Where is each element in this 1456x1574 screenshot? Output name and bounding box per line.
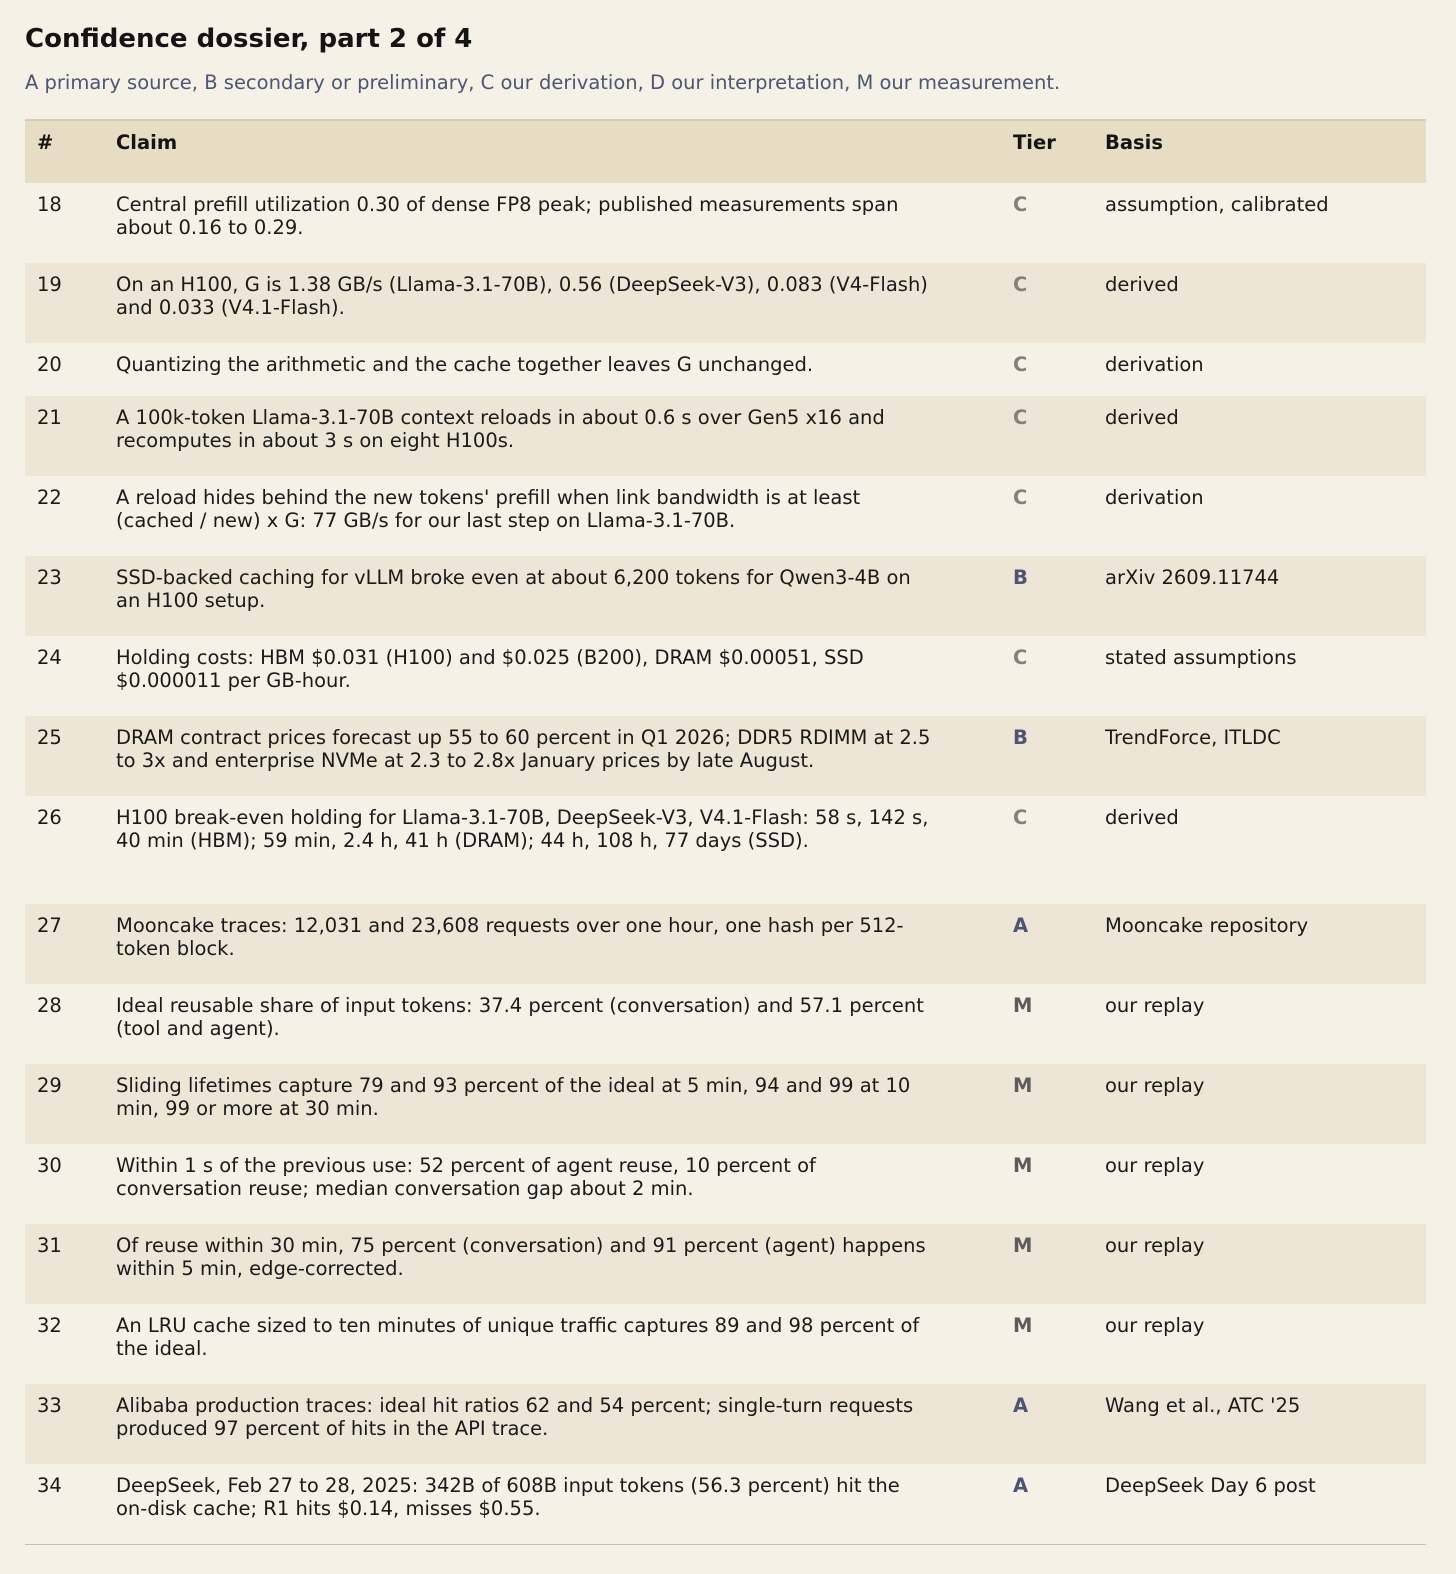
table-row xyxy=(25,1384,1426,1464)
row-tier: M xyxy=(1013,1154,1033,1177)
row-basis: our replay xyxy=(1105,1154,1205,1177)
column-header-number: # xyxy=(25,120,116,183)
row-number: 27 xyxy=(37,914,62,937)
table-row xyxy=(25,183,1426,263)
row-claim: Holding costs: HBM $0.031 (H100) and $0.025 (B200), DRAM $0.00051, SSD $0.000011 per GB-hour. xyxy=(116,646,864,692)
row-claim: Central prefill utilization 0.30 of dense FP8 peak; published measurements span about 0.16 to 0.29. xyxy=(116,193,899,239)
table-row xyxy=(25,636,1426,716)
row-tier: M xyxy=(1013,1074,1033,1097)
table-row xyxy=(25,476,1426,556)
row-number: 18 xyxy=(37,193,62,216)
row-claim: Mooncake traces: 12,031 and 23,608 requests over one hour, one hash per 512-token block. xyxy=(116,914,904,960)
row-number: 23 xyxy=(37,566,62,589)
page-title: Confidence dossier, part 2 of 4 xyxy=(25,24,473,54)
row-claim: Of reuse within 30 min, 75 percent (conversation) and 91 percent (agent) happens within 5 min, edge-corrected. xyxy=(116,1234,926,1280)
row-number: 28 xyxy=(37,994,62,1017)
row-tier: C xyxy=(1013,806,1028,829)
table-row xyxy=(25,1464,1426,1544)
row-basis: DeepSeek Day 6 post xyxy=(1105,1464,1426,1544)
row-claim: Quantizing the arithmetic and the cache together leaves G unchanged. xyxy=(116,353,814,376)
table-row xyxy=(25,1304,1426,1384)
row-basis: our replay xyxy=(1105,1314,1205,1337)
row-number: 19 xyxy=(37,273,62,296)
column-header-tier: Tier xyxy=(1013,120,1105,183)
row-tier: B xyxy=(1013,726,1028,749)
row-basis: stated assumptions xyxy=(1105,646,1297,669)
row-tier: M xyxy=(1013,1234,1033,1257)
row-number: 33 xyxy=(37,1394,62,1417)
table-row xyxy=(25,1064,1426,1144)
row-basis: assumption, calibrated xyxy=(1105,193,1329,216)
row-basis: derivation xyxy=(1105,353,1204,376)
row-claim: An LRU cache sized to ten minutes of unique traffic captures 89 and 98 percent of the ideal. xyxy=(116,1314,920,1360)
row-tier: C xyxy=(1013,486,1028,509)
row-basis: TrendForce, ITLDC xyxy=(1105,726,1281,749)
table-row xyxy=(25,556,1426,636)
row-basis: our replay xyxy=(1105,994,1205,1017)
row-number: 31 xyxy=(37,1234,62,1257)
row-claim: DeepSeek, Feb 27 to 28, 2025: 342B of 608B input tokens (56.3 percent) hit the on-disk cache; R1 hits $0.14, misses $0.55. xyxy=(116,1474,900,1520)
header-row xyxy=(25,120,1426,183)
row-tier: A xyxy=(1013,1394,1029,1417)
table-row xyxy=(25,796,1426,904)
row-basis: derived xyxy=(1105,806,1179,829)
row-basis: our replay xyxy=(1105,1074,1205,1097)
row-basis: Wang et al., ATC '25 xyxy=(1105,1394,1301,1417)
table-row xyxy=(25,904,1426,984)
row-tier: C xyxy=(1013,273,1028,296)
row-number: 29 xyxy=(37,1074,62,1097)
table-row xyxy=(25,343,1426,396)
table-body xyxy=(25,183,1426,1544)
row-claim: SSD-backed caching for vLLM broke even at about 6,200 tokens for Qwen3-4B on an H100 setup. xyxy=(116,566,911,612)
row-basis: derived xyxy=(1105,273,1179,296)
row-claim: DRAM contract prices forecast up 55 to 60 percent in Q1 2026; DDR5 RDIMM at 2.5 to 3x and enterprise NVMe at 2.3 to 2.8x January prices by late August. xyxy=(116,726,931,772)
row-number: 26 xyxy=(37,806,62,829)
page-subtitle: A primary source, B secondary or preliminary, C our derivation, D our interpretation, M our measurement. xyxy=(25,71,1061,94)
table-row xyxy=(25,396,1426,476)
row-number: 32 xyxy=(37,1314,62,1337)
row-claim: H100 break-even holding for Llama-3.1-70B, DeepSeek-V3, V4.1-Flash: 58 s, 142 s, 40 min (HBM); 59 min, 2.4 h, 41 h (DRAM); 44 h, 108 h, 77 days (SSD). xyxy=(116,806,929,852)
row-tier: M xyxy=(1013,994,1033,1017)
row-claim: On an H100, G is 1.38 GB/s (Llama-3.1-70B), 0.56 (DeepSeek-V3), 0.083 (V4-Flash) and 0.033 (V4.1-Flash). xyxy=(116,273,928,319)
row-tier: A xyxy=(1013,1464,1105,1544)
row-claim: Sliding lifetimes capture 79 and 93 percent of the ideal at 5 min, 94 and 99 at 10 min, 99 or more at 30 min. xyxy=(116,1074,911,1120)
row-number: 20 xyxy=(37,353,62,376)
table-row xyxy=(25,263,1426,343)
column-header-basis: Basis xyxy=(1105,120,1426,183)
table-row xyxy=(25,1224,1426,1304)
row-number: 25 xyxy=(37,726,62,749)
row-number: 21 xyxy=(37,406,62,429)
claims-table xyxy=(25,119,1426,1545)
table-row xyxy=(25,716,1426,796)
row-tier: C xyxy=(1013,193,1028,216)
row-basis: derivation xyxy=(1105,486,1204,509)
row-tier: A xyxy=(1013,914,1029,937)
row-claim: A reload hides behind the new tokens' prefill when link bandwidth is at least (cached / new) x G: 77 GB/s for our last step on Llama-3.1-70B. xyxy=(116,486,861,532)
row-tier: C xyxy=(1013,646,1028,669)
row-tier: C xyxy=(1013,353,1028,376)
row-basis: derived xyxy=(1105,406,1179,429)
row-claim: Ideal reusable share of input tokens: 37.4 percent (conversation) and 57.1 percent (tool and agent). xyxy=(116,994,924,1040)
row-claim: Within 1 s of the previous use: 52 percent of agent reuse, 10 percent of conversation reuse; median conversation gap about 2 min. xyxy=(116,1154,816,1200)
row-basis: Mooncake repository xyxy=(1105,914,1309,937)
row-tier: B xyxy=(1013,566,1028,589)
row-claim: A 100k-token Llama-3.1-70B context reloads in about 0.6 s over Gen5 x16 and recomputes in about 3 s on eight H100s. xyxy=(116,406,885,452)
row-claim: Alibaba production traces: ideal hit ratios 62 and 54 percent; single-turn requests produced 97 percent of hits in the API trace. xyxy=(116,1394,914,1440)
row-number: 30 xyxy=(37,1154,62,1177)
row-number: 22 xyxy=(37,486,62,509)
row-number: 34 xyxy=(25,1464,116,1544)
row-number: 24 xyxy=(37,646,62,669)
row-basis: arXiv 2609.11744 xyxy=(1105,566,1280,589)
row-basis: our replay xyxy=(1105,1234,1205,1257)
row-tier: C xyxy=(1013,406,1028,429)
row-tier: M xyxy=(1013,1314,1033,1337)
column-header-claim: Claim xyxy=(116,120,1013,183)
table-header xyxy=(25,120,1426,183)
table-row xyxy=(25,984,1426,1064)
table-row xyxy=(25,1144,1426,1224)
